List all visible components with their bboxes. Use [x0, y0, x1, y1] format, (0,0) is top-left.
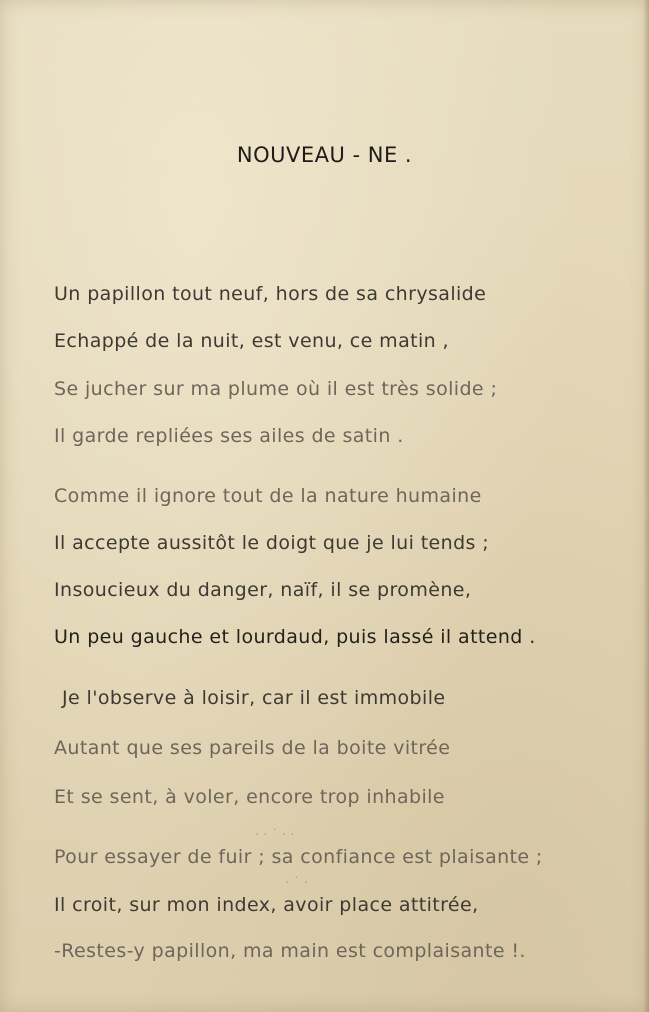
stanza-4-line-1: Pour essayer de fuir ; sa confiance est plaisante ; [54, 846, 543, 868]
stanza-3-line-3: Et se sent, à voler, encore trop inhabile [54, 786, 445, 808]
stanza-2-line-3: Insoucieux du danger, naïf, il se promène, [54, 579, 472, 601]
stanza-4-line-3: -Restes-y papillon, ma main est complaisante !. [54, 940, 526, 962]
ink-bleed-mark: · · ˙ · · [255, 828, 295, 843]
stanza-4-line-2: Il croit, sur mon index, avoir place attitrée, [54, 894, 479, 916]
stanza-1-line-2: Echappé de la nuit, est venu, ce matin , [54, 330, 449, 352]
poem-title: NOUVEAU - NE . [236, 143, 413, 167]
stanza-3-line-2: Autant que ses pareils de la boite vitrée [54, 737, 451, 759]
stanza-1-line-3: Se jucher sur ma plume où il est très solide ; [54, 378, 498, 400]
stanza-2-line-4: Un peu gauche et lourdaud, puis lassé il attend . [54, 626, 536, 648]
stanza-2-line-2: Il accepte aussitôt le doigt que je lui tends ; [54, 532, 490, 554]
stanza-1-line-1: Un papillon tout neuf, hors de sa chrysalide [54, 283, 487, 305]
ink-bleed-mark: · ˙ · [285, 876, 309, 891]
stanza-2-line-1: Comme il ignore tout de la nature humaine [54, 485, 482, 507]
stanza-3-line-1: Je l'observe à loisir, car il est immobile [62, 687, 446, 709]
stanza-1-line-4: Il garde repliées ses ailes de satin . [54, 425, 404, 447]
